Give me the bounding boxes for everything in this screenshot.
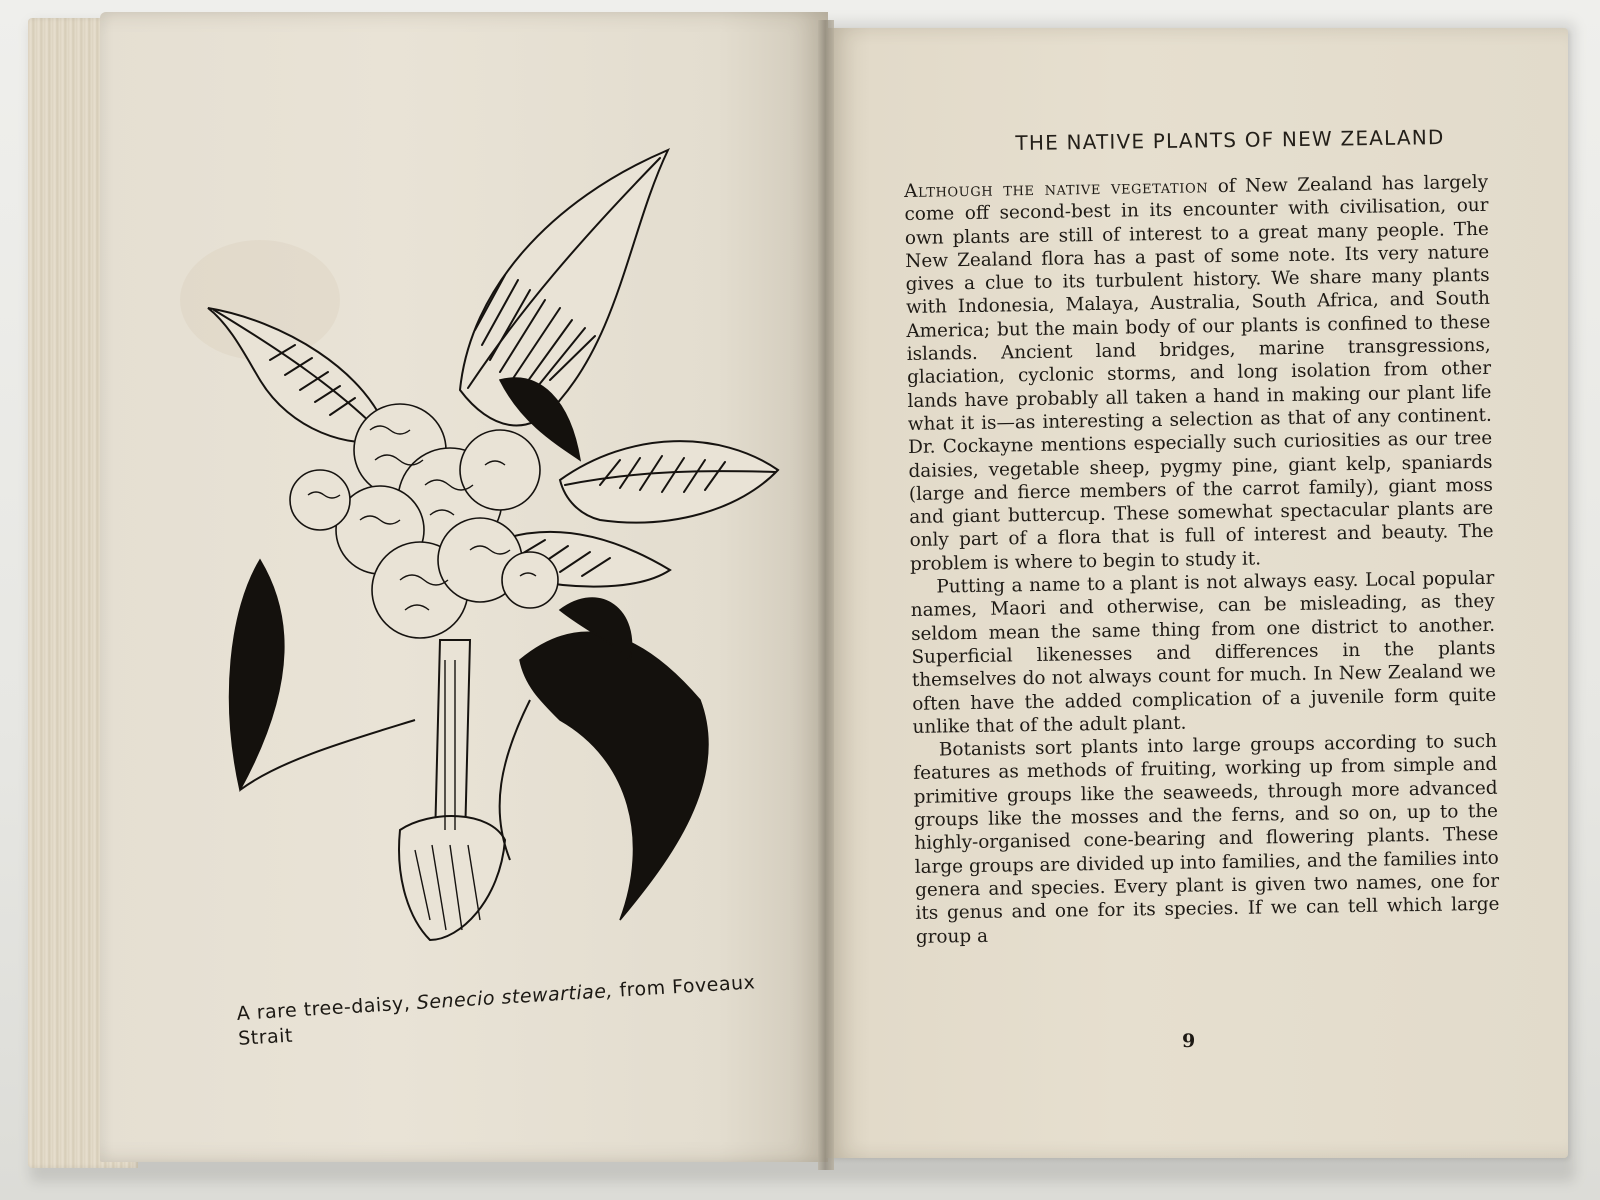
caption-species-name: Senecio stewartiae,: [416, 979, 614, 1014]
paragraph-1: [904, 171, 1494, 576]
paragraph-1-text: of New Zealand has largely come off second-best in its encounter with civilisation, our own plants are still of interest to a great many people. The New Zealand flora has a past of some note. Its very nature gives a clue to its turbulent history. We share many plants with Indonesia, Malaya, Australia, South Africa, and South America; but the main body of our plants is confined to these islands. Ancient land bridges, marine transgressions, glaciation, cyclonic storms, and long isolation from other lands have probably all taken a hand in making our plant life what it is—as interesting a selection as that of any continent. Dr. Cockayne mentions especially such curiosities as our tree daisies, vegetable sheep, pygmy pine, giant kelp, spaniards (large and fierce members of the carrot family), giant moss and giant buttercup. These somewhat spectacular plants are only part of a flora that is full of interest and beauty. The problem is where to begin to study it.: [904, 171, 1494, 575]
book-gutter: [818, 20, 834, 1170]
paragraph-2: Putting a name to a plant is not always easy. Local popular names, Maori and otherwise, can be misleading, as they seldom mean the same thing from one district to another. Superficial likenesses and differences in the plants themselves do not always count for much. In New Zealand we often have the added complication of a juvenile form quite unlike that of the adult plant.: [910, 567, 1497, 738]
page-number: 9: [1182, 1030, 1196, 1052]
body-text: [904, 171, 1500, 949]
running-head: THE NATIVE PLANTS OF NEW ZEALAND: [1015, 125, 1445, 155]
tree-daisy-illustration: [200, 140, 820, 980]
caption-prefix: A rare tree-daisy,: [236, 991, 418, 1025]
caption-suffix: from Foveaux Strait: [237, 971, 756, 1050]
paragraph-lead-in: Although the native vegetation: [904, 176, 1209, 202]
paragraph-3: Botanists sort plants into large groups according to such features as methods of fruiting, working up from simple and primitive groups like the seaweeds, through more advanced groups like the mosses and the ferns, and so on, up to the highly-organised cone-bearing and flowering plants. These large groups are divided up into families, and the families into genera and species. Every plant is given two names, one for its genus and one for its species. If we can tell which large group a: [913, 730, 1500, 948]
